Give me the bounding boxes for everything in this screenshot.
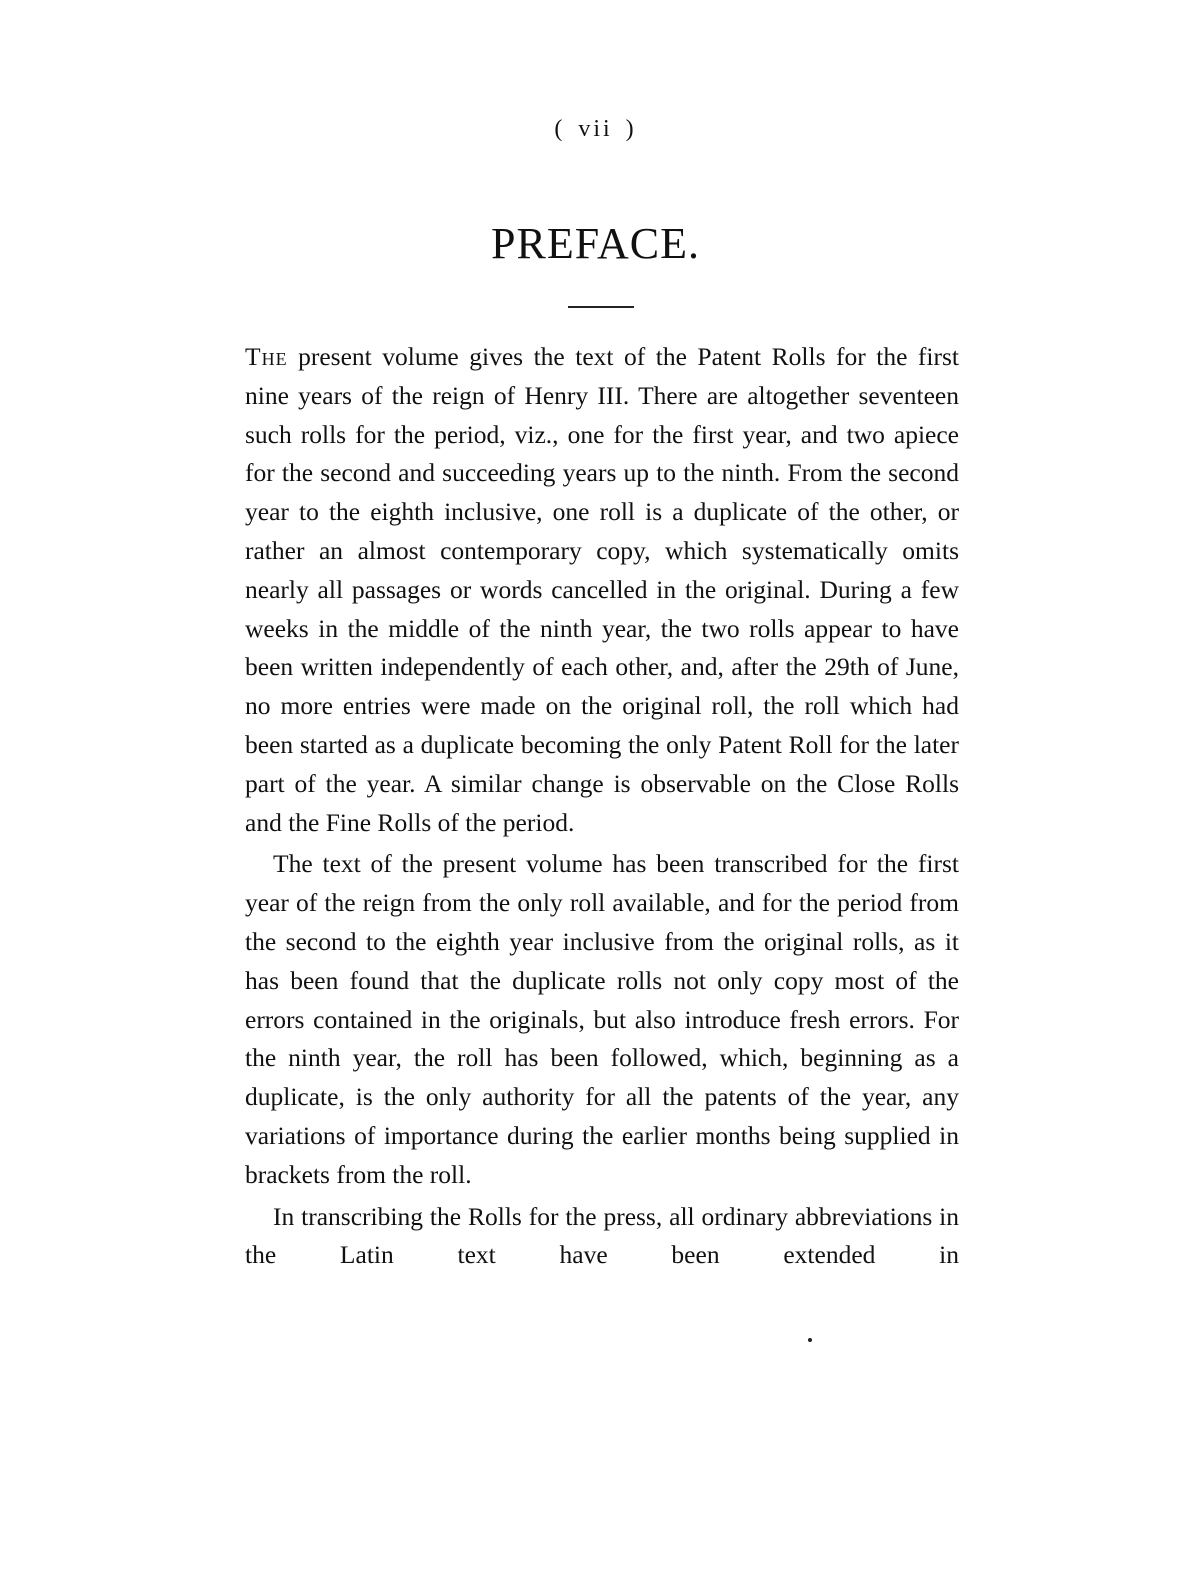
page-title: PREFACE. [491, 219, 700, 268]
paragraph-1-text: present volume gives the text of the Patent Rolls for the first nine years of the reign of Henry III. There are altogether seventeen such rolls for the period, viz., one for the first year, and two apiece for the second and succeeding years up to the ninth. From the second year to the eighth inclusive, one roll is a duplicate of the other, or rather an almost contemporary copy, which systematically omits nearly all passages or words cancelled in the original. During a few weeks in the middle of the ninth year, the two rolls appear to have been written independently of each other, and, after the 29th of June, no more entries were made on the original roll, the roll which had been started as a duplicate becoming the only Patent Roll for the later part of the year. A similar change is observable on the Close Rolls and the Fine Rolls of the period. [245, 342, 959, 837]
title-rule [568, 306, 634, 308]
paragraph-3: In transcribing the Rolls for the press, all ordinary abbreviations in the Latin text have been extended in [245, 1201, 959, 1270]
paragraph-1 [245, 338, 959, 842]
preface-body [245, 338, 959, 1275]
paragraph-2: The text of the present volume has been transcribed for the first year of the reign from the only roll available, and for the period from the second to the eighth year inclusive from the original rolls, as it has been found that the duplicate rolls not only copy most of the errors contained in the originals, but also introduce fresh errors. For the ninth year, the roll has been followed, which, beginning as a duplicate, is the only authority for all the patents of the year, any variations of importance during the earlier months being supplied in brackets from the roll. [245, 849, 959, 1189]
page-number: ( vii ) [554, 116, 637, 142]
paragraph-lead-word: The [245, 342, 288, 371]
ink-speck [808, 1338, 812, 1342]
